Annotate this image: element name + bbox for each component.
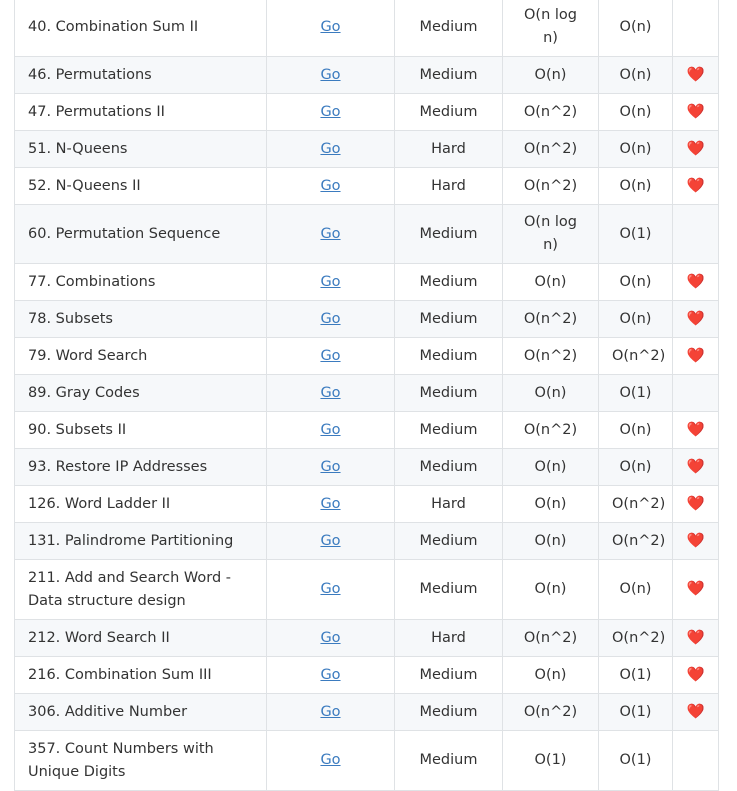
space-complexity: O(n) <box>599 301 673 338</box>
heart-icon: ❤️ <box>686 581 705 597</box>
solution-link[interactable]: Go <box>320 629 341 646</box>
favorite-cell <box>673 375 719 412</box>
solution-link[interactable]: Go <box>320 458 341 475</box>
heart-icon: ❤️ <box>686 703 705 720</box>
time-complexity: O(n log n) <box>503 0 599 57</box>
problem-table <box>14 0 719 791</box>
space-complexity: O(n) <box>599 264 673 301</box>
solution-link[interactable]: Go <box>320 310 341 327</box>
solution-link-cell <box>267 375 395 412</box>
time-complexity: O(n^2) <box>503 412 599 449</box>
table-row <box>15 731 719 791</box>
problem-title: 47. Permutations II <box>15 94 267 131</box>
time-complexity: O(n^2) <box>503 168 599 205</box>
solution-link-cell <box>267 449 395 486</box>
difficulty: Medium <box>395 264 503 301</box>
problem-title: 126. Word Ladder II <box>15 486 267 523</box>
solution-link[interactable]: Go <box>320 752 341 768</box>
space-complexity: O(n) <box>599 560 673 620</box>
difficulty: Medium <box>395 523 503 560</box>
time-complexity: O(n) <box>503 486 599 523</box>
time-complexity: O(n log n) <box>503 205 599 264</box>
problem-title: 93. Restore IP Addresses <box>15 449 267 486</box>
space-complexity: O(1) <box>599 731 673 791</box>
difficulty: Medium <box>395 301 503 338</box>
difficulty: Medium <box>395 657 503 694</box>
space-complexity: O(1) <box>599 375 673 412</box>
solution-link-cell <box>267 57 395 94</box>
heart-icon: ❤️ <box>686 310 705 327</box>
table-row <box>15 449 719 486</box>
favorite-cell <box>673 57 719 94</box>
space-complexity: O(n^2) <box>599 338 673 375</box>
table-row <box>15 205 719 264</box>
problem-table-body <box>15 0 719 791</box>
solution-link-cell <box>267 264 395 301</box>
problem-title: 46. Permutations <box>15 57 267 94</box>
favorite-cell <box>673 168 719 205</box>
favorite-cell <box>673 694 719 731</box>
problem-title: 52. N-Queens II <box>15 168 267 205</box>
solution-link[interactable]: Go <box>320 347 341 364</box>
solution-link[interactable]: Go <box>320 103 341 120</box>
table-row <box>15 657 719 694</box>
solution-link-cell <box>267 620 395 657</box>
solution-link-cell <box>267 94 395 131</box>
favorite-cell <box>673 412 719 449</box>
problem-title: 216. Combination Sum III <box>15 657 267 694</box>
solution-link[interactable]: Go <box>320 18 341 35</box>
problem-title: 79. Word Search <box>15 338 267 375</box>
difficulty: Hard <box>395 168 503 205</box>
table-row <box>15 523 719 560</box>
time-complexity: O(n) <box>503 523 599 560</box>
problem-title: 212. Word Search II <box>15 620 267 657</box>
heart-icon: ❤️ <box>686 347 705 364</box>
table-row <box>15 131 719 168</box>
time-complexity: O(n^2) <box>503 694 599 731</box>
table-row <box>15 694 719 731</box>
time-complexity: O(n) <box>503 264 599 301</box>
solution-link[interactable]: Go <box>320 581 341 597</box>
favorite-cell <box>673 338 719 375</box>
space-complexity: O(1) <box>599 694 673 731</box>
solution-link-cell <box>267 694 395 731</box>
favorite-cell <box>673 731 719 791</box>
heart-icon: ❤️ <box>686 421 705 438</box>
difficulty: Medium <box>395 731 503 791</box>
difficulty: Hard <box>395 486 503 523</box>
space-complexity: O(1) <box>599 657 673 694</box>
time-complexity: O(n^2) <box>503 620 599 657</box>
time-complexity: O(1) <box>503 731 599 791</box>
time-complexity: O(n^2) <box>503 301 599 338</box>
solution-link[interactable]: Go <box>320 421 341 438</box>
favorite-cell <box>673 657 719 694</box>
favorite-cell <box>673 486 719 523</box>
table-row <box>15 57 719 94</box>
heart-icon: ❤️ <box>686 140 705 157</box>
space-complexity: O(1) <box>599 205 673 264</box>
solution-link-cell <box>267 338 395 375</box>
time-complexity: O(n) <box>503 657 599 694</box>
table-row <box>15 94 719 131</box>
time-complexity: O(n^2) <box>503 94 599 131</box>
solution-link[interactable]: Go <box>320 666 341 683</box>
solution-link[interactable]: Go <box>320 177 341 194</box>
difficulty: Hard <box>395 131 503 168</box>
space-complexity: O(n^2) <box>599 523 673 560</box>
heart-icon: ❤️ <box>686 177 705 194</box>
difficulty: Hard <box>395 620 503 657</box>
heart-icon: ❤️ <box>686 458 705 475</box>
time-complexity: O(n) <box>503 560 599 620</box>
solution-link[interactable]: Go <box>320 495 341 512</box>
difficulty: Medium <box>395 338 503 375</box>
solution-link-cell <box>267 131 395 168</box>
difficulty: Medium <box>395 375 503 412</box>
problem-title: 60. Permutation Sequence <box>15 205 267 264</box>
problem-title: 89. Gray Codes <box>15 375 267 412</box>
time-complexity: O(n) <box>503 57 599 94</box>
table-row <box>15 338 719 375</box>
difficulty: Medium <box>395 560 503 620</box>
solution-link-cell <box>267 301 395 338</box>
solution-link[interactable]: Go <box>320 384 341 401</box>
favorite-cell <box>673 131 719 168</box>
solution-link[interactable]: Go <box>320 140 341 157</box>
table-row <box>15 486 719 523</box>
problem-title: 51. N-Queens <box>15 131 267 168</box>
problem-title: 78. Subsets <box>15 301 267 338</box>
favorite-cell <box>673 560 719 620</box>
problem-title: 211. Add and Search Word - Data structure design <box>15 560 267 620</box>
space-complexity: O(n^2) <box>599 620 673 657</box>
solution-link[interactable]: Go <box>320 703 341 720</box>
table-row <box>15 375 719 412</box>
space-complexity: O(n) <box>599 57 673 94</box>
solution-link[interactable]: Go <box>320 225 341 242</box>
heart-icon: ❤️ <box>686 495 705 512</box>
solution-link-cell <box>267 523 395 560</box>
favorite-cell <box>673 205 719 264</box>
difficulty: Medium <box>395 694 503 731</box>
problem-title: 40. Combination Sum II <box>15 0 267 57</box>
solution-link-cell <box>267 731 395 791</box>
solution-link-cell <box>267 486 395 523</box>
solution-link[interactable]: Go <box>320 66 341 83</box>
difficulty: Medium <box>395 412 503 449</box>
heart-icon: ❤️ <box>686 273 705 290</box>
solution-link-cell <box>267 0 395 57</box>
solution-link-cell <box>267 412 395 449</box>
solution-link-cell <box>267 168 395 205</box>
favorite-cell <box>673 0 719 57</box>
difficulty: Medium <box>395 57 503 94</box>
space-complexity: O(n^2) <box>599 486 673 523</box>
favorite-cell <box>673 264 719 301</box>
table-row <box>15 301 719 338</box>
table-row <box>15 412 719 449</box>
time-complexity: O(n) <box>503 375 599 412</box>
solution-link-cell <box>267 657 395 694</box>
solution-link[interactable]: Go <box>320 532 341 549</box>
solution-link[interactable]: Go <box>320 273 341 290</box>
heart-icon: ❤️ <box>686 66 705 83</box>
problem-title: 131. Palindrome Partitioning <box>15 523 267 560</box>
time-complexity: O(n^2) <box>503 338 599 375</box>
space-complexity: O(n) <box>599 94 673 131</box>
difficulty: Medium <box>395 205 503 264</box>
table-row <box>15 0 719 57</box>
difficulty: Medium <box>395 0 503 57</box>
table-row <box>15 264 719 301</box>
problem-title: 90. Subsets II <box>15 412 267 449</box>
favorite-cell <box>673 620 719 657</box>
favorite-cell <box>673 301 719 338</box>
space-complexity: O(n) <box>599 449 673 486</box>
solution-link-cell <box>267 205 395 264</box>
time-complexity: O(n^2) <box>503 131 599 168</box>
table-row <box>15 168 719 205</box>
favorite-cell <box>673 523 719 560</box>
problem-title: 306. Additive Number <box>15 694 267 731</box>
heart-icon: ❤️ <box>686 103 705 120</box>
problem-title: 357. Count Numbers with Unique Digits <box>15 731 267 791</box>
space-complexity: O(n) <box>599 168 673 205</box>
favorite-cell <box>673 94 719 131</box>
solution-link-cell <box>267 560 395 620</box>
space-complexity: O(n) <box>599 412 673 449</box>
heart-icon: ❤️ <box>686 666 705 683</box>
table-row <box>15 620 719 657</box>
favorite-cell <box>673 449 719 486</box>
heart-icon: ❤️ <box>686 629 705 646</box>
space-complexity: O(n) <box>599 131 673 168</box>
table-row <box>15 560 719 620</box>
problem-title: 77. Combinations <box>15 264 267 301</box>
time-complexity: O(n) <box>503 449 599 486</box>
space-complexity: O(n) <box>599 0 673 57</box>
heart-icon: ❤️ <box>686 532 705 549</box>
difficulty: Medium <box>395 449 503 486</box>
difficulty: Medium <box>395 94 503 131</box>
